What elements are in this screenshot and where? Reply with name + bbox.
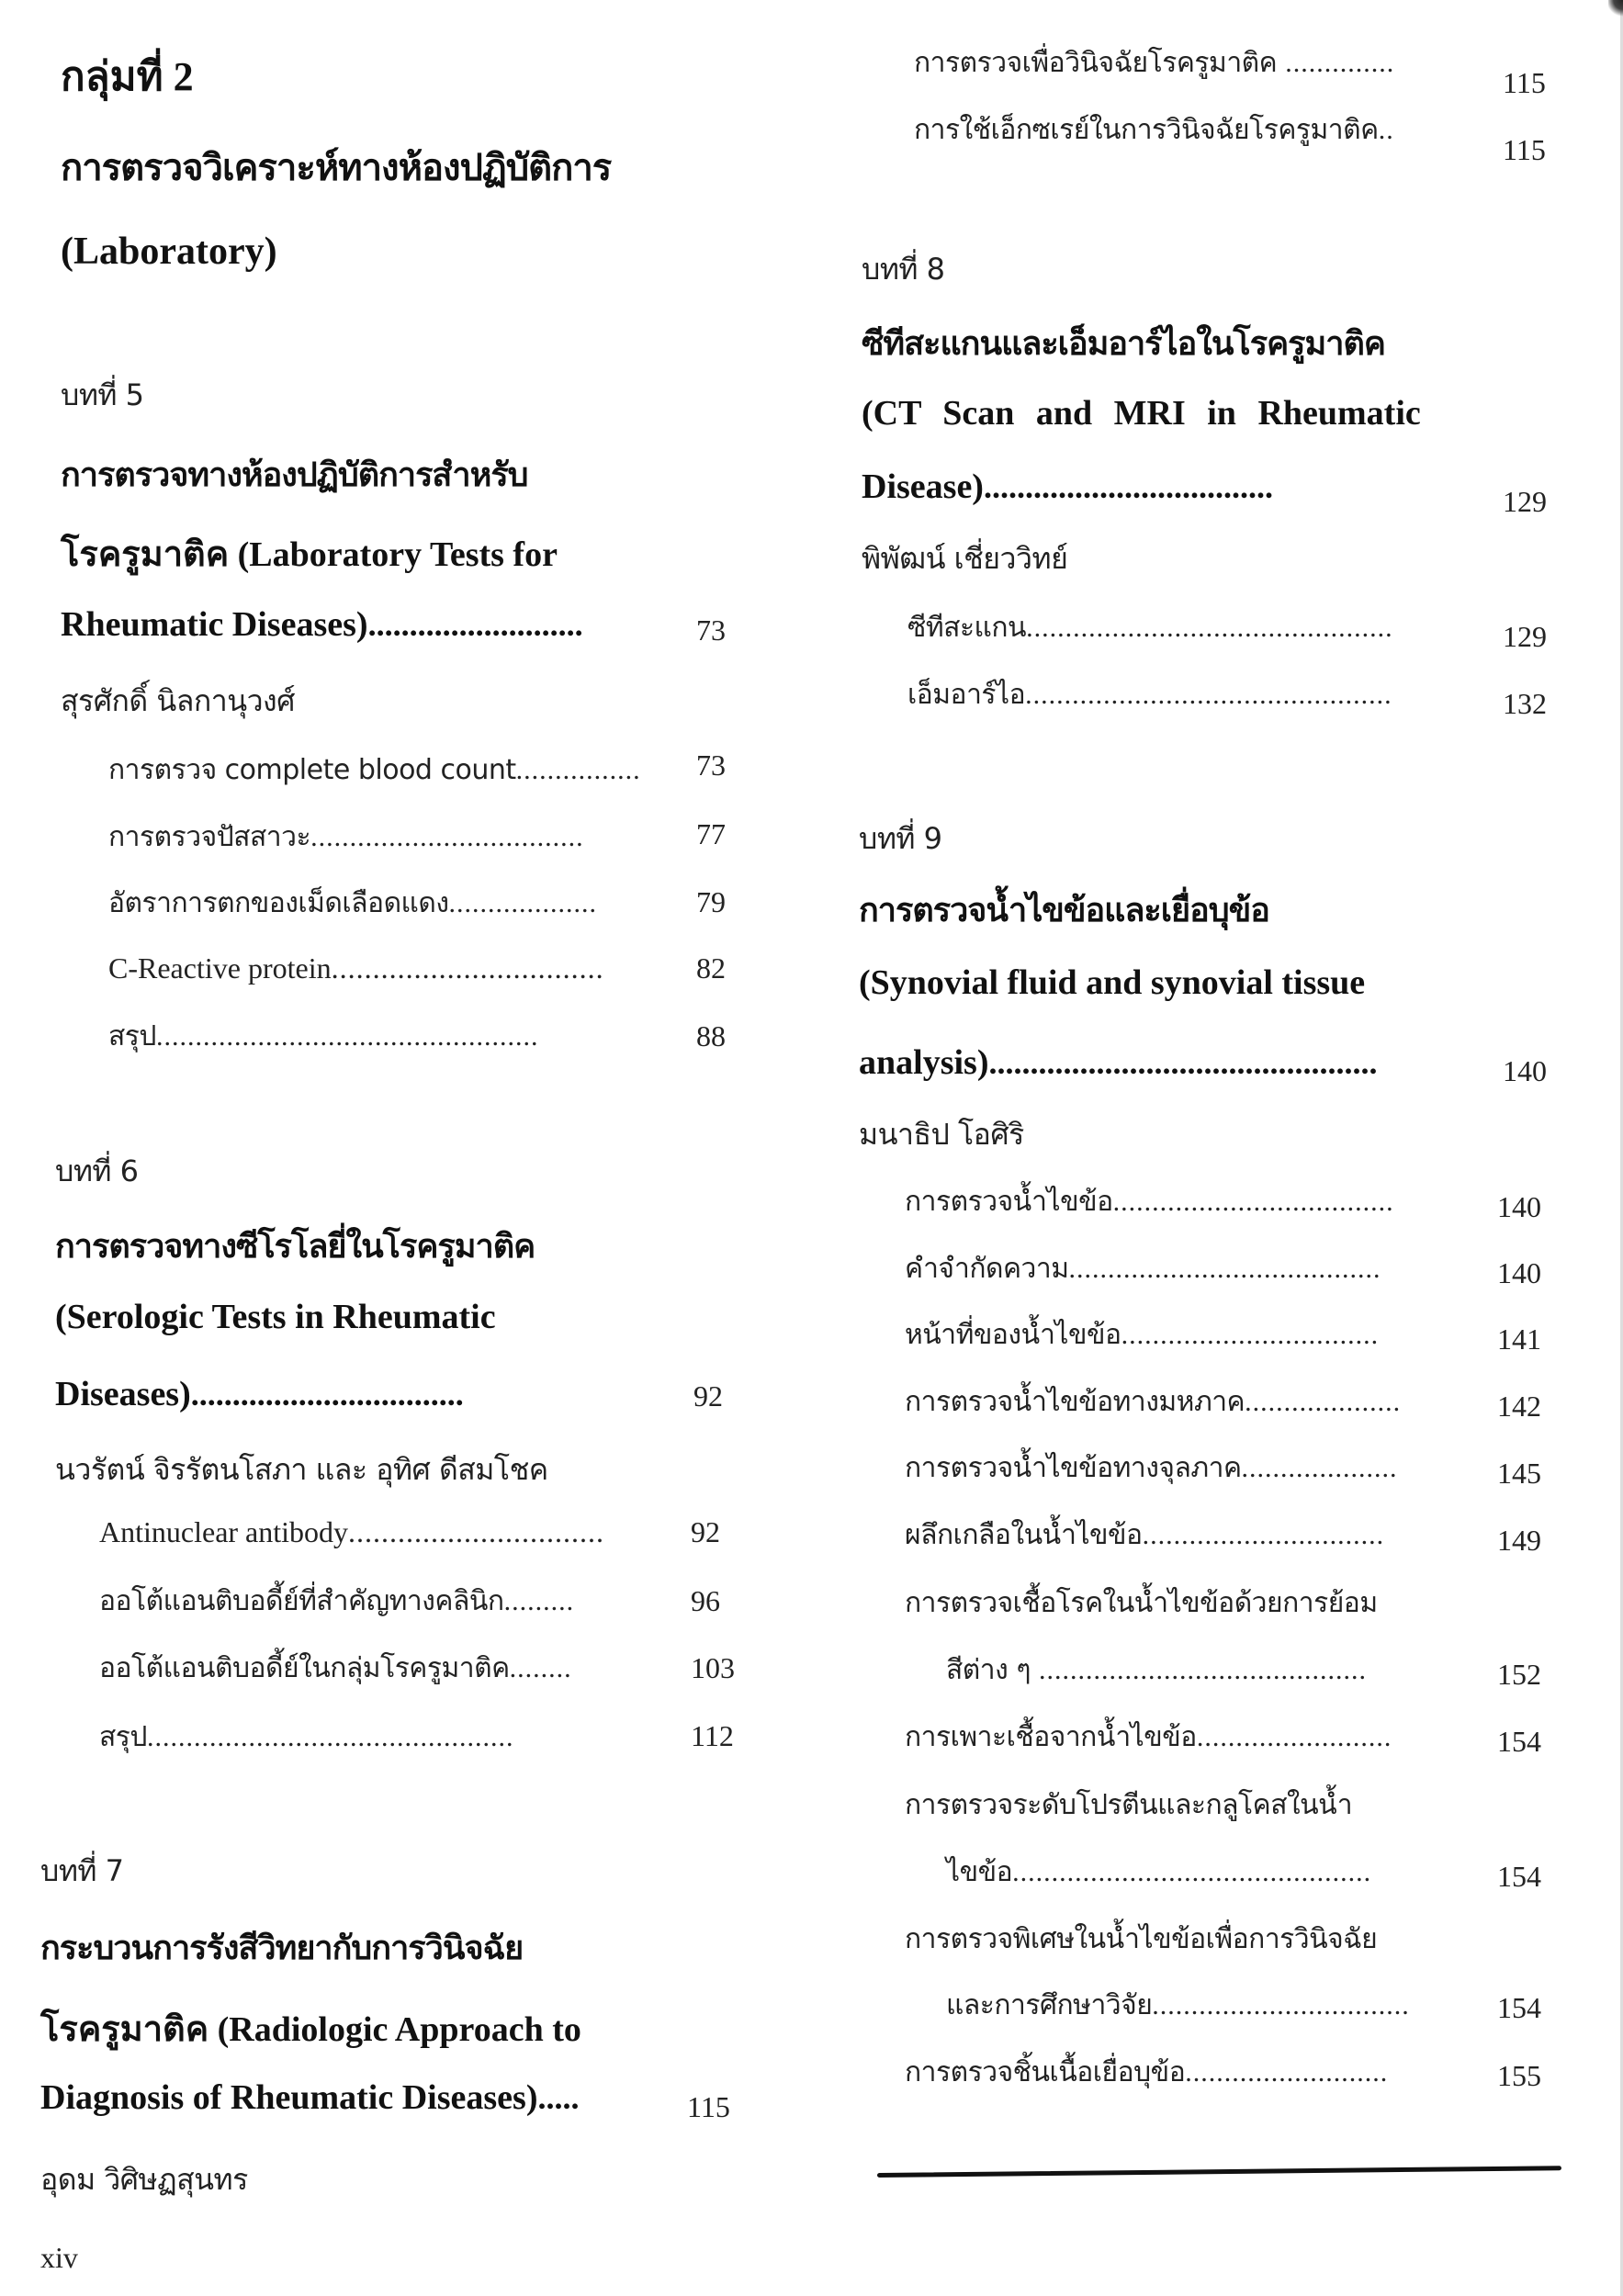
- leader-dots: ....................: [1245, 1387, 1402, 1417]
- leader-dots: ...............................: [1142, 1520, 1385, 1550]
- toc-entry[interactable]: [905, 2051, 1388, 2094]
- chapter-8-author: พิพัฒน์ เชี่ยววิทย์: [862, 541, 1068, 576]
- entry-text: การตรวจระดับโปรตีนและกลูโคสในน้ำ: [905, 1789, 1353, 1821]
- chapter-9-author: มนาธิป โอศิริ: [859, 1117, 1024, 1152]
- chapter-7-title-line-1: กระบวนการรังสีวิทยากับการวินิจฉัย: [40, 1930, 524, 1967]
- leader-dots: ...............................................: [146, 1722, 514, 1752]
- entry-page: 132: [1503, 687, 1547, 720]
- chapter-9-label: บทที่ 9: [859, 821, 942, 856]
- chapter-6-title-line-3[interactable]: [55, 1374, 464, 1414]
- entry-text: สรุป: [108, 1020, 156, 1052]
- leader-dots: ..........................: [367, 606, 583, 643]
- entry-text: การตรวจน้ำไขข้อ: [905, 1186, 1113, 1218]
- entry-page: 152: [1497, 1658, 1541, 1691]
- entry-text: การเพาะเชื้อจากน้ำไขข้อ: [905, 1721, 1197, 1753]
- leader-dots: ...............................................: [1025, 680, 1392, 710]
- toc-entry-continuation[interactable]: [946, 1984, 1410, 2027]
- toc-entry[interactable]: [905, 1581, 1378, 1625]
- chapter-6-authors: นวรัตน์ จิรรัตนโสภา และ อุทิศ ดีสมโชค: [55, 1452, 548, 1487]
- entry-text: สีต่าง ๆ: [946, 1654, 1031, 1686]
- chapter-8-title-line-3[interactable]: [862, 467, 1273, 507]
- entry-text: ออโต้แอนติบอดี้ย์ในกลุ่มโรครูมาติค: [99, 1652, 510, 1684]
- entry-text: การตรวจเชื้อโรคในน้ำไขข้อด้วยการย้อม: [905, 1587, 1378, 1619]
- entry-text: การตรวจน้ำไขข้อทางจุลภาค: [905, 1452, 1242, 1484]
- toc-entry[interactable]: [108, 748, 641, 792]
- chapter-7-author: อุดม วิศิษฏสุนทร: [40, 2162, 248, 2197]
- chapter-5-label: บทที่ 5: [61, 377, 144, 412]
- entry-page: 79: [696, 885, 726, 918]
- chapter-9-title-line-3[interactable]: [859, 1042, 1377, 1083]
- chapter-7-title-line-3[interactable]: [40, 2077, 579, 2118]
- entry-page: 73: [696, 748, 726, 782]
- toc-entry[interactable]: [914, 108, 1394, 152]
- chapter-5-title-line-2: โรครูมาติค (Laboratory Tests for: [61, 535, 558, 574]
- toc-entry[interactable]: [905, 1180, 1394, 1223]
- chapter-8-title-text: Disease): [862, 467, 984, 506]
- toc-entry[interactable]: [108, 951, 604, 985]
- chapter-8-label: บทที่ 8: [862, 252, 945, 287]
- leader-dots: ..............................................: [1012, 1857, 1372, 1887]
- entry-page: 149: [1497, 1524, 1541, 1557]
- entry-page: 129: [1503, 620, 1547, 653]
- entry-text: และการศึกษาวิจัย: [946, 1989, 1153, 2021]
- leader-dots: .................................: [190, 1376, 464, 1412]
- entry-page: 82: [696, 951, 726, 985]
- entry-page: 96: [691, 1584, 720, 1617]
- toc-entry[interactable]: [907, 606, 1393, 649]
- leader-dots: .................................: [331, 951, 604, 985]
- chapter-9-title-line-1: การตรวจน้ำไขข้อและเยื่อบุข้อ: [859, 892, 1269, 929]
- entry-text: การตรวจ complete blood count: [108, 754, 516, 786]
- entry-page: 88: [696, 1019, 726, 1052]
- page-folio: xiv: [40, 2241, 78, 2274]
- toc-entry-continuation[interactable]: [946, 1851, 1371, 1894]
- entry-page: 141: [1497, 1322, 1541, 1356]
- toc-entry[interactable]: [99, 1580, 574, 1623]
- leader-dots: .................................: [1152, 1990, 1410, 2020]
- entry-page: 115: [1503, 66, 1546, 99]
- leader-dots: ..: [1378, 115, 1394, 145]
- chapter-9-title-text: analysis): [859, 1043, 989, 1082]
- page-corner-mark: [1608, 0, 1623, 18]
- entry-text: การตรวจพิเศษในน้ำไขข้อเพื่อการวินิจฉัย: [905, 1923, 1378, 1955]
- entry-text: การใช้เอ็กซเรย์ในการวินิจฉัยโรครูมาติค: [914, 114, 1379, 146]
- toc-entry[interactable]: [907, 673, 1392, 716]
- toc-entry[interactable]: [905, 1446, 1398, 1490]
- chapter-8-page: 129: [1503, 485, 1547, 518]
- entry-text: การตรวจน้ำไขข้อทางมหภาค: [905, 1386, 1245, 1418]
- chapter-7-title-text: Diagnosis of Rheumatic Diseases): [40, 2078, 538, 2117]
- chapter-7-page: 115: [687, 2090, 730, 2123]
- chapter-7-label: บทที่ 7: [40, 1853, 124, 1888]
- chapter-9-page: 140: [1503, 1054, 1547, 1087]
- group-title-english: (Laboratory): [61, 231, 277, 273]
- chapter-5-title-line-1: การตรวจทางห้องปฏิบัติการสำหรับ: [61, 456, 528, 494]
- entry-page: 92: [691, 1515, 720, 1548]
- entry-page: 112: [691, 1719, 734, 1752]
- chapter-6-label: บทที่ 6: [55, 1154, 139, 1188]
- entry-text: ออโต้แอนติบอดี้ย์ที่สำคัญทางคลินิก: [99, 1585, 504, 1617]
- chapter-6-title-line-2: (Serologic Tests in Rheumatic: [55, 1298, 496, 1336]
- entry-page: 115: [1503, 133, 1546, 166]
- chapter-5-title-text: Rheumatic Diseases): [61, 605, 368, 644]
- leader-dots: ...............................: [348, 1515, 605, 1548]
- entry-text: การตรวจชิ้นเนื้อเยื่อบุข้อ: [905, 2056, 1186, 2088]
- group-title-thai: การตรวจวิเคราะห์ทางห้องปฏิบัติการ: [61, 147, 612, 189]
- toc-entry[interactable]: [905, 1380, 1401, 1424]
- leader-dots: ..............: [1285, 48, 1395, 78]
- toc-entry[interactable]: [99, 1716, 513, 1759]
- leader-dots: .................................: [1121, 1320, 1380, 1350]
- leader-dots: ...................: [448, 888, 598, 918]
- entry-text: การตรวจปัสสาวะ: [108, 821, 311, 853]
- leader-dots: .....: [537, 2079, 580, 2116]
- leader-dots: ....................................: [1112, 1187, 1394, 1217]
- toc-entry[interactable]: [905, 1918, 1377, 1961]
- entry-page: 154: [1497, 1725, 1541, 1758]
- entry-text: เอ็มอาร์ไอ: [907, 679, 1026, 711]
- chapter-8-title-line-2: (CT Scan and MRI in Rheumatic: [862, 394, 1421, 433]
- toc-entry[interactable]: [905, 1247, 1381, 1290]
- toc-entry[interactable]: [99, 1647, 572, 1690]
- leader-dots: ........: [509, 1653, 572, 1683]
- toc-entry[interactable]: [108, 816, 584, 859]
- leader-dots: ...............................................: [1026, 613, 1393, 643]
- toc-entry[interactable]: [99, 1515, 604, 1549]
- chapter-9-title-line-2: (Synovial fluid and synovial tissue: [859, 963, 1366, 1002]
- entry-page: 142: [1497, 1390, 1541, 1423]
- leader-dots: ...................................: [983, 468, 1273, 505]
- leader-dots: ....................: [1241, 1453, 1398, 1483]
- chapter-6-page: 92: [693, 1379, 723, 1412]
- entry-text: ไขข้อ: [946, 1856, 1013, 1888]
- toc-entry[interactable]: [914, 41, 1394, 84]
- end-divider-rule: [877, 2166, 1561, 2178]
- entry-text: การตรวจเพื่อวินิจฉัยโรครูมาติค: [914, 47, 1278, 79]
- entry-page: 140: [1497, 1190, 1541, 1223]
- leader-dots: .........: [503, 1586, 575, 1616]
- toc-entry[interactable]: [905, 1716, 1392, 1759]
- toc-entry[interactable]: [905, 1784, 1352, 1827]
- toc-entry[interactable]: [108, 882, 597, 925]
- entry-text: สรุป: [99, 1721, 147, 1753]
- entry-page: 140: [1497, 1256, 1541, 1289]
- chapter-6-title-text: Diseases): [55, 1375, 191, 1413]
- entry-text: ผลึกเกลือในน้ำไขข้อ: [905, 1519, 1143, 1551]
- entry-text: อัตราการตกของเม็ดเลือดแดง: [108, 887, 449, 919]
- chapter-5-title-line-3[interactable]: [61, 604, 583, 645]
- entry-page: 77: [696, 817, 726, 850]
- leader-dots: ..........................................: [1038, 1655, 1367, 1685]
- leader-dots: ...................................: [310, 822, 584, 852]
- chapter-5-page: 73: [696, 613, 726, 647]
- group-label: กลุ่มที่ 2: [61, 54, 194, 99]
- entry-page: 155: [1497, 2059, 1541, 2092]
- toc-entry[interactable]: [108, 1015, 538, 1058]
- chapter-6-title-line-1: การตรวจทางซีโรโลยี่ในโรครูมาติค: [55, 1228, 535, 1266]
- chapter-5-author: สุรศักดิ์ นิลกานุวงศ์: [61, 683, 295, 718]
- entry-page: 145: [1497, 1457, 1541, 1490]
- entry-text: ซีทีสะแกน: [907, 612, 1027, 644]
- entry-text: Antinuclear antibody: [99, 1515, 349, 1548]
- toc-entry-continuation[interactable]: [946, 1649, 1367, 1692]
- toc-entry[interactable]: [905, 1514, 1384, 1557]
- leader-dots: ................: [515, 755, 641, 785]
- leader-dots: .................................................: [155, 1021, 539, 1052]
- entry-text: C-Reactive protein: [108, 951, 332, 985]
- leader-dots: ...............................................: [988, 1044, 1378, 1081]
- entry-page: 154: [1497, 1991, 1541, 2024]
- leader-dots: ..........................: [1185, 2057, 1389, 2088]
- toc-entry[interactable]: [905, 1313, 1379, 1356]
- chapter-7-title-line-2: โรครูมาติค (Radiologic Approach to: [40, 2010, 581, 2049]
- entry-text: หน้าที่ของน้ำไขข้อ: [905, 1319, 1121, 1351]
- entry-page: 103: [691, 1651, 735, 1684]
- chapter-8-title-line-1: ซีทีสะแกนและเอ็มอาร์ไอในโรครูมาติค: [862, 325, 1385, 363]
- entry-page: 154: [1497, 1860, 1541, 1893]
- leader-dots: ........................................: [1068, 1254, 1381, 1284]
- entry-text: คำจำกัดความ: [905, 1253, 1069, 1285]
- leader-dots: .........................: [1196, 1722, 1392, 1752]
